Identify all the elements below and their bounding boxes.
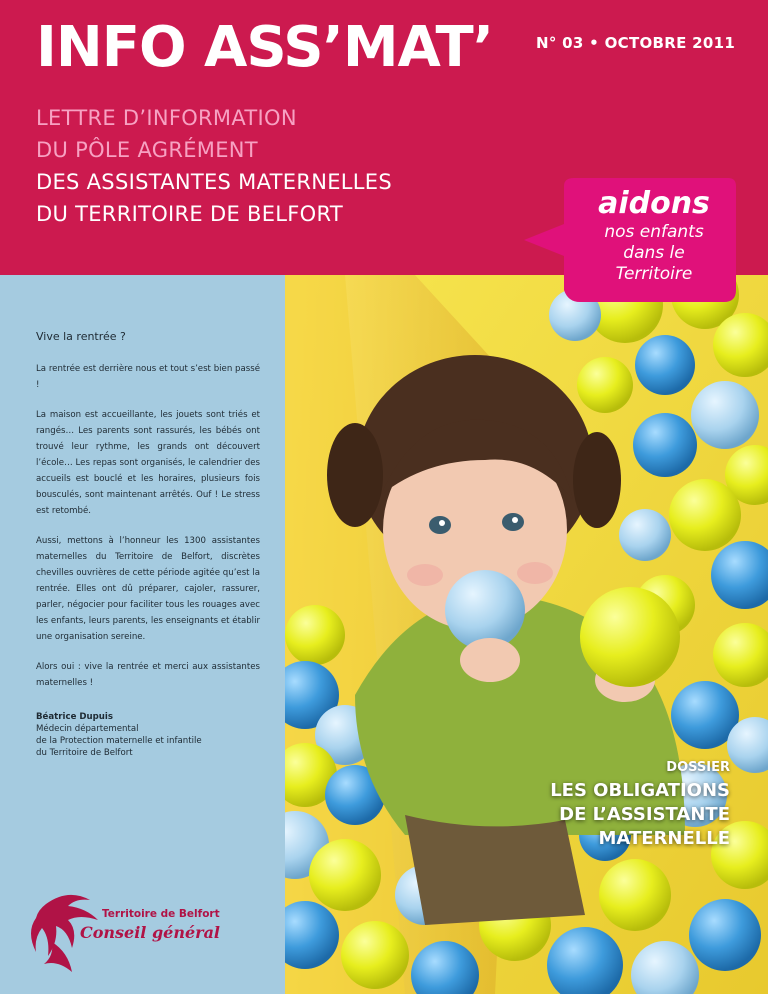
logo-line-2: Conseil général (80, 923, 221, 942)
signature-line: Médecin départemental (36, 724, 139, 734)
dossier-label: DOSSIER (666, 760, 730, 775)
editorial-signature (36, 711, 260, 759)
signature-line: de la Protection maternelle et infantile (36, 736, 202, 746)
subtitle-line: DU PÔLE AGRÉMENT (36, 138, 258, 162)
subtitle-line: DU TERRITOIRE DE BELFORT (36, 202, 343, 226)
slogan-text (572, 186, 736, 285)
signature-line: du Territoire de Belfort (36, 748, 133, 758)
slogan-main: aidons (598, 186, 710, 221)
subtitle-line: DES ASSISTANTES MATERNELLES (36, 170, 392, 194)
dossier-title-line: MATERNELLE (598, 828, 730, 849)
editorial-heading: Vive la rentrée ? (36, 330, 126, 343)
editorial-paragraph: La maison est accueillante, les jouets sont triés et rangés… Les parents sont rassurés, les bébés ont trouvé leur rythme, les grands ont découvert l’école… Les repas sont organisés, le calendrier des accueils est bouclé et les horaires, plusieurs fois bousculés, sont maintenant arrêtés. Ouf ! Le stress est retombé. (36, 410, 260, 516)
dossier-title-line: DE L’ASSISTANTE (559, 804, 730, 825)
signature-name: Béatrice Dupuis (36, 712, 113, 722)
slogan-line: Territoire (615, 264, 693, 284)
subtitle-line: LETTRE D’INFORMATION (36, 106, 297, 130)
dossier-title (550, 779, 730, 851)
conseil-general-logo (28, 890, 268, 980)
editorial-paragraph: Aussi, mettons à l’honneur les 1300 assistantes maternelles du Territoire de Belfort, discrètes chevilles ouvrières de cette période agitée qu’est la rentrée. Elles ont dû préparer, cajoler, rassurer, parler, négocier pour faciliter tous les rouages avec les enfants, leurs parents, les enseignants et établir une organisation sereine. (36, 536, 260, 642)
issue-number: N° 03 • OCTOBRE 2011 (536, 34, 736, 52)
dossier-title-line: LES OBLIGATIONS (550, 780, 730, 801)
dossier-callout (550, 760, 730, 851)
editorial-paragraph: La rentrée est derrière nous et tout s’est bien passé ! (36, 364, 260, 390)
logo-line-1: Territoire de Belfort (102, 908, 220, 920)
slogan-line: dans le (623, 243, 685, 263)
masthead-subtitle (36, 102, 392, 230)
slogan-bubble (524, 178, 736, 308)
editorial-content (36, 330, 260, 759)
cover-photo (285, 275, 768, 994)
slogan-line: nos enfants (604, 222, 704, 242)
editorial-paragraph: Alors oui : vive la rentrée et merci aux assistantes maternelles ! (36, 662, 260, 688)
masthead-title: INFO ASS’MAT’ (36, 15, 494, 80)
